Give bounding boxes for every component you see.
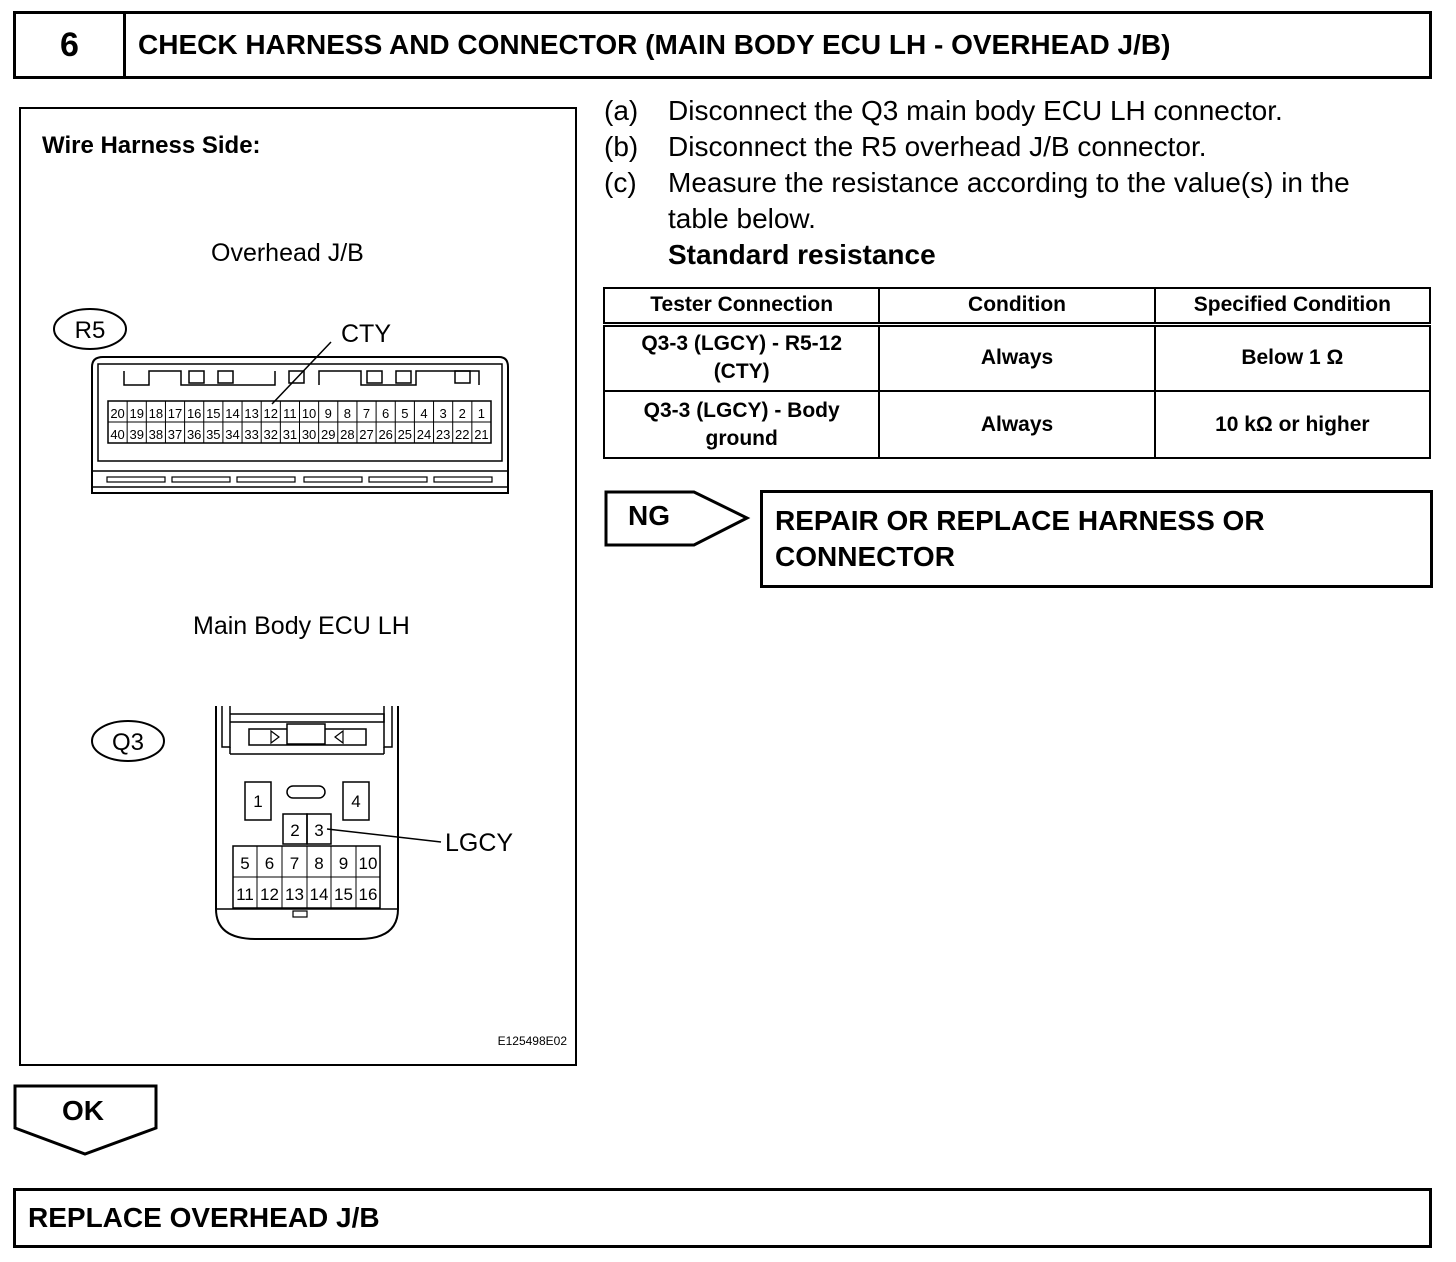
- r5-pin: 25: [397, 427, 413, 442]
- final-action-text: REPLACE OVERHEAD J/B: [28, 1202, 380, 1233]
- q3-pin: 13: [285, 885, 304, 904]
- r5-pin: 14: [225, 406, 240, 421]
- r5-pin: 29: [320, 427, 336, 442]
- instruction-c: [604, 165, 1438, 201]
- table-row: [604, 324, 1430, 391]
- instruction-text: Disconnect the R5 overhead J/B connector.: [668, 131, 1207, 162]
- ng-label: NG: [628, 500, 670, 531]
- q3-pin-4: 4: [351, 792, 361, 811]
- instruction-key: (b): [604, 131, 639, 162]
- step-header: [13, 11, 1432, 79]
- ng-action-box: [760, 490, 1433, 588]
- tester-connection-cell: [604, 391, 879, 458]
- instruction-b: [604, 129, 1438, 165]
- column-header: Specified Condition: [1155, 288, 1430, 324]
- step-number: 6: [16, 14, 126, 76]
- q3-badge: Q3: [111, 729, 145, 756]
- r5-pin: 18: [148, 406, 164, 421]
- q3-pin: 5: [240, 854, 250, 873]
- r5-pin: 4: [420, 406, 428, 421]
- q3-pin: 7: [289, 854, 300, 873]
- q3-pin: 14: [309, 885, 329, 904]
- ok-label: OK: [62, 1095, 104, 1126]
- instruction-text: Disconnect the Q3 main body ECU LH connector.: [668, 95, 1283, 126]
- wire-harness-side-label: Wire Harness Side:: [42, 132, 261, 159]
- resistance-table: [603, 287, 1431, 459]
- instruction-text: table below.: [668, 203, 816, 234]
- r5-pin: 28: [340, 427, 355, 442]
- main-body-ecu-label: Main Body ECU LH: [193, 612, 410, 640]
- connector-figure: [19, 107, 577, 1066]
- r5-pin: 26: [378, 427, 393, 442]
- ng-action-text: REPAIR OR REPLACE HARNESS OR: [775, 505, 1265, 536]
- specified-condition-cell: 10 kΩ or higher: [1155, 391, 1430, 458]
- r5-pin: 38: [148, 427, 164, 442]
- lgcy-leader-line: [327, 829, 441, 842]
- r5-pin: 19: [129, 406, 144, 421]
- column-header: Tester Connection: [604, 288, 879, 324]
- r5-pin: 11: [283, 406, 297, 421]
- r5-pin: 15: [206, 406, 221, 421]
- lgcy-label: LGCY: [445, 829, 514, 857]
- r5-pin: 37: [167, 427, 183, 442]
- connection-text: Q3-3 (LGCY) - R5-12: [641, 332, 843, 356]
- r5-pin: 40: [110, 427, 125, 442]
- r5-pin: 16: [186, 406, 202, 421]
- r5-pin: 12: [263, 406, 279, 421]
- r5-pin: 3: [439, 406, 447, 421]
- r5-pin: 7: [362, 406, 371, 421]
- overhead-jb-label: Overhead J/B: [211, 239, 364, 267]
- instruction-key: (a): [604, 95, 639, 126]
- table-row: [604, 391, 1430, 458]
- step-title: CHECK HARNESS AND CONNECTOR (MAIN BODY ECU LH - OVERHEAD J/B): [138, 29, 1171, 60]
- r5-pin: 39: [129, 427, 144, 442]
- instruction-key: (c): [604, 167, 637, 198]
- connection-text: (CTY): [713, 360, 770, 384]
- instruction-text: Measure the resistance according to the value(s) in the: [668, 167, 1350, 198]
- r5-pin: 8: [343, 406, 351, 421]
- r5-pin: 6: [382, 406, 390, 421]
- q3-pin: 16: [358, 885, 378, 904]
- final-action-box: [13, 1188, 1432, 1248]
- r5-pin: 5: [401, 406, 409, 421]
- q3-pin: 12: [260, 885, 279, 904]
- q3-pin: 10: [358, 854, 378, 873]
- condition-cell: Always: [879, 391, 1154, 458]
- r5-pin: 2: [458, 406, 466, 421]
- cty-label: CTY: [341, 320, 391, 348]
- r5-pin: 36: [186, 427, 202, 442]
- q3-pin-3: 3: [314, 821, 324, 840]
- standard-resistance-heading: Standard resistance: [668, 239, 936, 270]
- q3-pin: 15: [334, 885, 353, 904]
- condition-cell: Always: [879, 324, 1154, 391]
- r5-pin: 31: [282, 427, 298, 442]
- r5-badge: R5: [74, 317, 106, 344]
- column-header: Condition: [879, 288, 1154, 324]
- q3-pin-2: 2: [290, 821, 300, 840]
- q3-pin: 9: [338, 854, 349, 873]
- r5-pin: 10: [301, 406, 317, 421]
- specified-condition-cell: Below 1 Ω: [1155, 324, 1430, 391]
- r5-pin: 34: [225, 427, 240, 442]
- r5-pin: 23: [435, 427, 451, 442]
- r5-pin: 9: [324, 406, 332, 421]
- tester-connection-cell: [604, 324, 879, 391]
- r5-pin: 30: [301, 427, 317, 442]
- r5-pin: 20: [110, 406, 125, 421]
- r5-pin: 32: [263, 427, 279, 442]
- r5-pin: 33: [244, 427, 259, 442]
- instructions: [604, 93, 1438, 273]
- q3-pin: 6: [264, 854, 275, 873]
- ng-arrow-icon: [604, 490, 754, 548]
- connection-text: ground: [705, 426, 778, 450]
- r5-pin: 13: [244, 406, 259, 421]
- table-header-row: [604, 288, 1430, 324]
- q3-pin: 11: [236, 885, 254, 904]
- r5-pin: 24: [416, 427, 432, 442]
- r5-pin: 1: [477, 406, 486, 421]
- q3-pin-1: 1: [253, 792, 263, 811]
- r5-pin: 21: [474, 427, 489, 442]
- instruction-a: [604, 93, 1438, 129]
- instruction-c-continued: [604, 201, 1438, 237]
- r5-pin: 35: [206, 427, 221, 442]
- connection-text: Q3-3 (LGCY) - Body: [643, 398, 840, 422]
- ng-action-text: CONNECTOR: [775, 541, 955, 572]
- cty-leader-line: [272, 342, 331, 404]
- r5-pin: 27: [359, 427, 374, 442]
- q3-pin: 8: [314, 854, 324, 873]
- r5-pin: 22: [455, 427, 470, 442]
- figure-id: E125498E02: [497, 1034, 567, 1048]
- r5-pin: 17: [167, 406, 183, 421]
